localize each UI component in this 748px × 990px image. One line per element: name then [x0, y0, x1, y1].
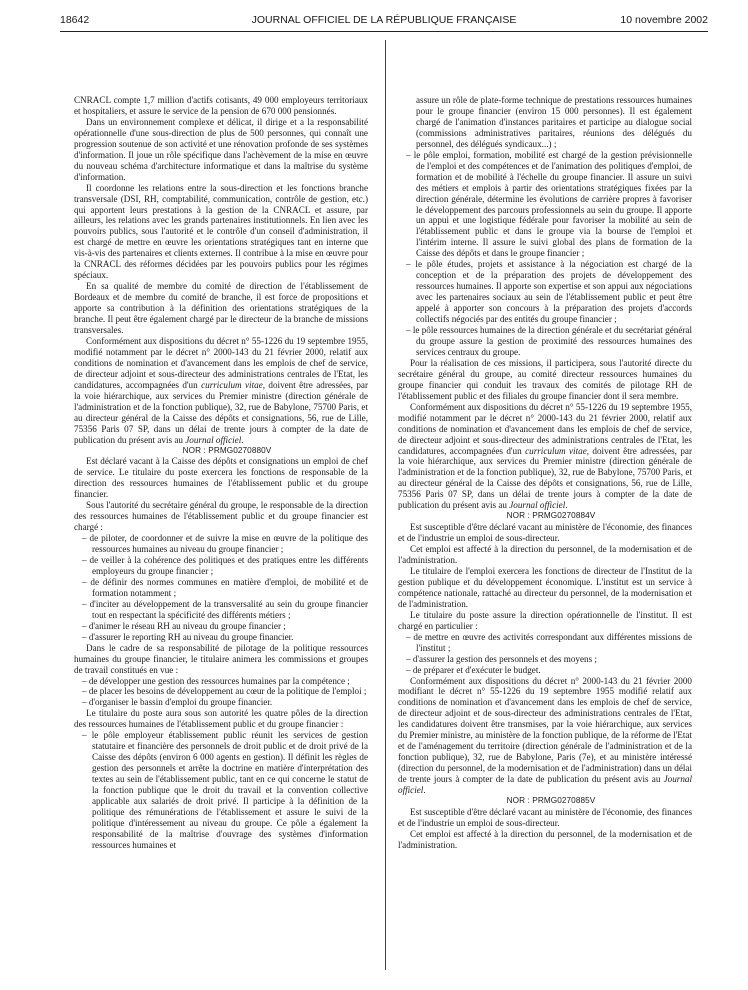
journal-title: JOURNAL OFFICIEL DE LA RÉPUBLIQUE FRANÇAISE	[251, 14, 517, 26]
paragraph: Le titulaire du poste assure la direction opérationnelle de l'institut. Il est chargé en particulier :	[398, 609, 692, 631]
paragraph: Conformément aux dispositions du décret n° 2000-143 du 21 février 2000 modifiant le décret n° 55-1226 du 19 septembre 1955 modifié relatif aux conditions de nomination et d'avancement dans les emplois de chef de service, de directeur adjoint et de sous-directeur des administrations centrales de l'Etat, les candidatures doivent être transmises, par la voie hiérarchique, aux services du Premier ministre, au ministère de la fonction publique, de la réforme de l'Etat et de l'aménagement du territoire (direction générale de l'administration et de la fonction publique), 32, rue de Babylone, Paris (7e), et au ministère intéressé (direction du personnel, de la modernisation et de l'administration) dans un délai de trente jours à compter de la date de publication du présent avis au Journal officiel.	[398, 675, 692, 796]
paragraph: Conformément aux dispositions du décret n° 55-1226 du 19 septembre 1955, modifié notamment par le décret n° 2000-143 du 21 février 2000, relatif aux conditions de nomination et d'avancement dans les emplois de chef de service, de directeur adjoint et sous-directeur des administrations centrales de l'Etat, les candidatures, accompagnées d'un curriculum vitae, doivent être adressées, par la voie hiérarchique, aux services du Premier ministre (direction générale de l'administration et de la fonction publique), 32, rue de Babylone, 75700 Paris, et au directeur général de la Caisse des dépôts et consignations, 56, rue de Lille, 75356 Paris 07 SP, dans un délai de trente jours à compter de la date de publication du présent avis au Journal officiel.	[398, 401, 692, 511]
page-header	[60, 14, 708, 30]
nor-reference: NOR : PRMG0270884V	[506, 511, 596, 521]
paragraph: Est déclaré vacant à la Caisse des dépôts et consignations un emploi de chef de service. Le titulaire du poste exercera les fonctions de responsable de la direction des ressources humaines de l'établissement public et du groupe financier.	[74, 456, 368, 500]
page-number: 18642	[60, 14, 90, 26]
paragraph: Le titulaire de l'emploi exercera les fonctions de directeur de l'Institut de la gestion publique et du développement économique. L'institut est un service à compétence nationale, rattaché au directeur du personnel, de la modernisation et de l'administration.	[398, 565, 692, 609]
list-item: – d'inciter au développement de la transversalité au sein du groupe financier tout en respectant la spécificité des différents métiers ;	[82, 598, 368, 620]
paragraph: Sous l'autorité du secrétaire général du groupe, le responsable de la direction des ressources humaines de l'établissement public et du groupe financier est chargé :	[74, 500, 368, 533]
left-column	[74, 95, 368, 851]
list-item: – le pôle ressources humaines de la direction générale et du secrétariat général du groupe assure la gestion de proximité des ressources humaines des services centraux du groupe.	[406, 325, 692, 357]
list-item: – d'animer le réseau RH au niveau du groupe financier ;	[82, 620, 286, 631]
list-item: – de mettre en œuvre des activités correspondant aux différentes missions de l'institut ;	[406, 631, 692, 653]
issue-date: 10 novembre 2002	[620, 14, 708, 26]
paragraph: Cet emploi est affecté à la direction du personnel, de la modernisation et de l'administration.	[398, 544, 692, 566]
list-item: – de placer les besoins de développement au cœur de la politique de l'emploi ;	[82, 686, 367, 697]
pole-list-continued	[398, 150, 692, 358]
right-column	[398, 95, 692, 851]
paragraph: Est susceptible d'être déclaré vacant au ministère de l'économie, des finances et de l'industrie un emploi de sous-directeur.	[398, 522, 692, 544]
paragraph: Pour la réalisation de ces missions, il participera, sous l'autorité directe du secrétaire général du groupe, au comité directeur ressources humaines du groupe financier qui conduit les travaux des comités de pilotage RH de l'établissement public et des filiales du groupe financier dont il sera membre.	[398, 357, 692, 401]
column-divider	[385, 40, 386, 970]
paragraph: Le titulaire du poste aura sous son autorité les quatre pôles de la direction des ressources humaines de l'établissement public et du groupe financier :	[74, 708, 368, 730]
header-rule	[60, 31, 708, 32]
list-item: – le pôle emploi, formation, mobilité est chargé de la gestion prévisionnelle de l'emploi et des compétences et de l'animation des politiques d'emploi, de formation et de mobilité à l'échelle du groupe financier. Il assure un suivi des métiers et emplois à partir des orientations stratégiques fixées par la direction générale, détermine les évolutions de carrière propres à favoriser le développement des parcours professionnels au sein du groupe. Il apporte un appui et une logistique fédérale pour favoriser la mobilité au sein de l'établissement public et dans le groupe via la bourse de l'emploi et l'intérim interne. Il assure le suivi global des plans de formation de la Caisse des dépôts et dans le groupe financier ;	[406, 149, 692, 259]
list-item: – d'assurer le reporting RH au niveau du groupe financier.	[82, 631, 294, 642]
list-item: – le pôle employeur établissement public réunit les services de gestion statutaire et financière des personnels de droit public et de droit privé de la Caisse des dépôts (environ 6 000 agents en gestion). Il définit les règles de gestion des personnels et arrête la doctrine en matière d'interprétation des textes au sein de l'établissement public, tant en ce qui concerne le statut de la fonction publique que le droit du travail et la convention collective applicable aux salariés de droit privé. Il participe à la définition de la politique des rémunérations de l'établissement et assure le suivi de la politique d'intéressement au niveau du groupe. Ce pôle a également la responsabilité de la maîtrise d'ouvrage des systèmes d'information ressources humaines et	[82, 730, 368, 850]
commission-list	[74, 676, 368, 709]
paragraph: Est susceptible d'être déclaré vacant au ministère de l'économie, des finances et de l'industrie un emploi de sous-directeur.	[398, 806, 692, 828]
list-item: – de préparer et d'exécuter le budget.	[406, 664, 541, 675]
paragraph: Dans un environnement complexe et délicat, il dirige et a la responsabilité opérationnelle d'une sous-direction de plus de 500 personnes, qui connaît une progression soutenue de son activité et une rénovation profonde de ses systèmes d'information. Il joue un rôle spécifique dans l'achèvement de la mise en œuvre du nouveau schéma d'architecture informatique et dans la maîtrise du système d'information.	[74, 116, 368, 182]
list-item: – de piloter, de coordonner et de suivre la mise en œuvre de la politique des ressources humaines au niveau du groupe financier ;	[82, 533, 368, 555]
paragraph: Cet emploi est affecté à la direction du personnel, de la modernisation et de l'administration.	[398, 828, 692, 850]
paragraph: Il coordonne les relations entre la sous-direction et les fonctions branche transversale (DSI, RH, comptabilité, communication, contrôle de gestion, etc.) qui apportent leurs prestations à la gestion de la CNRACL et assure, par ailleurs, les relations avec les grands partenaires institutionnels. En lien avec les pouvoirs publics, sous l'autorité et le contrôle d'un conseil d'administration, il est chargé de mettre en œuvre les orientations stratégiques tant en interne que vis-à-vis des partenaires et clients externes. Il contribue à la mise en œuvre pour la CNRACL des réformes décidées par les pouvoirs publics pour les régimes spéciaux.	[74, 182, 368, 281]
task-list	[398, 632, 692, 676]
list-item: – d'organiser le bassin d'emploi du groupe financier.	[82, 697, 273, 708]
nor-reference: NOR : PRMG0270885V	[506, 796, 596, 805]
paragraph: CNRACL compte 1,7 million d'actifs cotisants, 49 000 employeurs territoriaux et hospitaliers, et assure le service de la pension de 670 000 pensionnés.	[74, 95, 368, 116]
duty-list	[74, 533, 368, 643]
pole-list	[74, 730, 368, 850]
paragraph: En sa qualité de membre du comité de direction de l'établissement de Bordeaux et de membre du comité de branche, il est force de propositions et apporte sa contribution à la définition des orientations stratégiques de la branche. Il peut être également chargé par le directeur de la branche de missions transversales.	[74, 281, 368, 336]
list-item: – de développer une gestion des ressources humaines par la compétence ;	[82, 675, 350, 686]
list-item: – de veiller à la cohérence des politiques et des pratiques entre les différents employeurs du groupe financier ;	[82, 555, 368, 576]
paragraph: Conformément aux dispositions du décret n° 55-1226 du 19 septembre 1955, modifié notamment par le décret n° 2000-143 du 21 février 2000, relatif aux conditions de nomination et d'avancement dans les emplois de chef de service, de directeur adjoint et sous-directeur des administrations centrales de l'Etat, les candidatures, accompagnées d'un curriculum vitae, doivent être adressées, par la voie hiérarchique, aux services du Premier ministre (direction générale de l'administration et de la fonction publique), 32, rue de Babylone, 75700 Paris, et au directeur général de la Caisse des dépôts et consignations, 56, rue de Lille, 75356 Paris 07 SP, dans un délai de trente jours à compter de la date de publication du présent avis au Journal officiel.	[74, 335, 368, 445]
list-item: – d'assurer la gestion des personnels et des moyens ;	[406, 653, 597, 664]
list-item: – le pôle études, projets et assistance à la négociation est chargé de la conception et de la préparation des projets de développement des ressources humaines. Il apporte son expertise et son appui aux négociations avec les partenaires sociaux au sein de l'établissement public et peut être appelé à apporter son concours à la préparation des projets d'accords collectifs négociés par des entités du groupe financier ;	[406, 259, 692, 325]
paragraph: Dans le cadre de sa responsabilité de pilotage de la politique ressources humaines du groupe financier, le titulaire animera les commissions et groupes de travail constitués en vue :	[74, 642, 368, 675]
list-item: – de définir des normes communes en matière d'emploi, de mobilité et de formation notamment ;	[82, 576, 368, 598]
paragraph: assure un rôle de plate-forme technique de prestations ressources humaines pour le groupe financier (environ 15 000 personnes). Il est également chargé de l'animation d'instances paritaires et participe au dialogue social (commissions administratives paritaires, réunions des délégués du personnel, des délégués syndicaux...) ;	[416, 95, 692, 149]
nor-reference: NOR : PRMG0270880V	[182, 445, 272, 455]
